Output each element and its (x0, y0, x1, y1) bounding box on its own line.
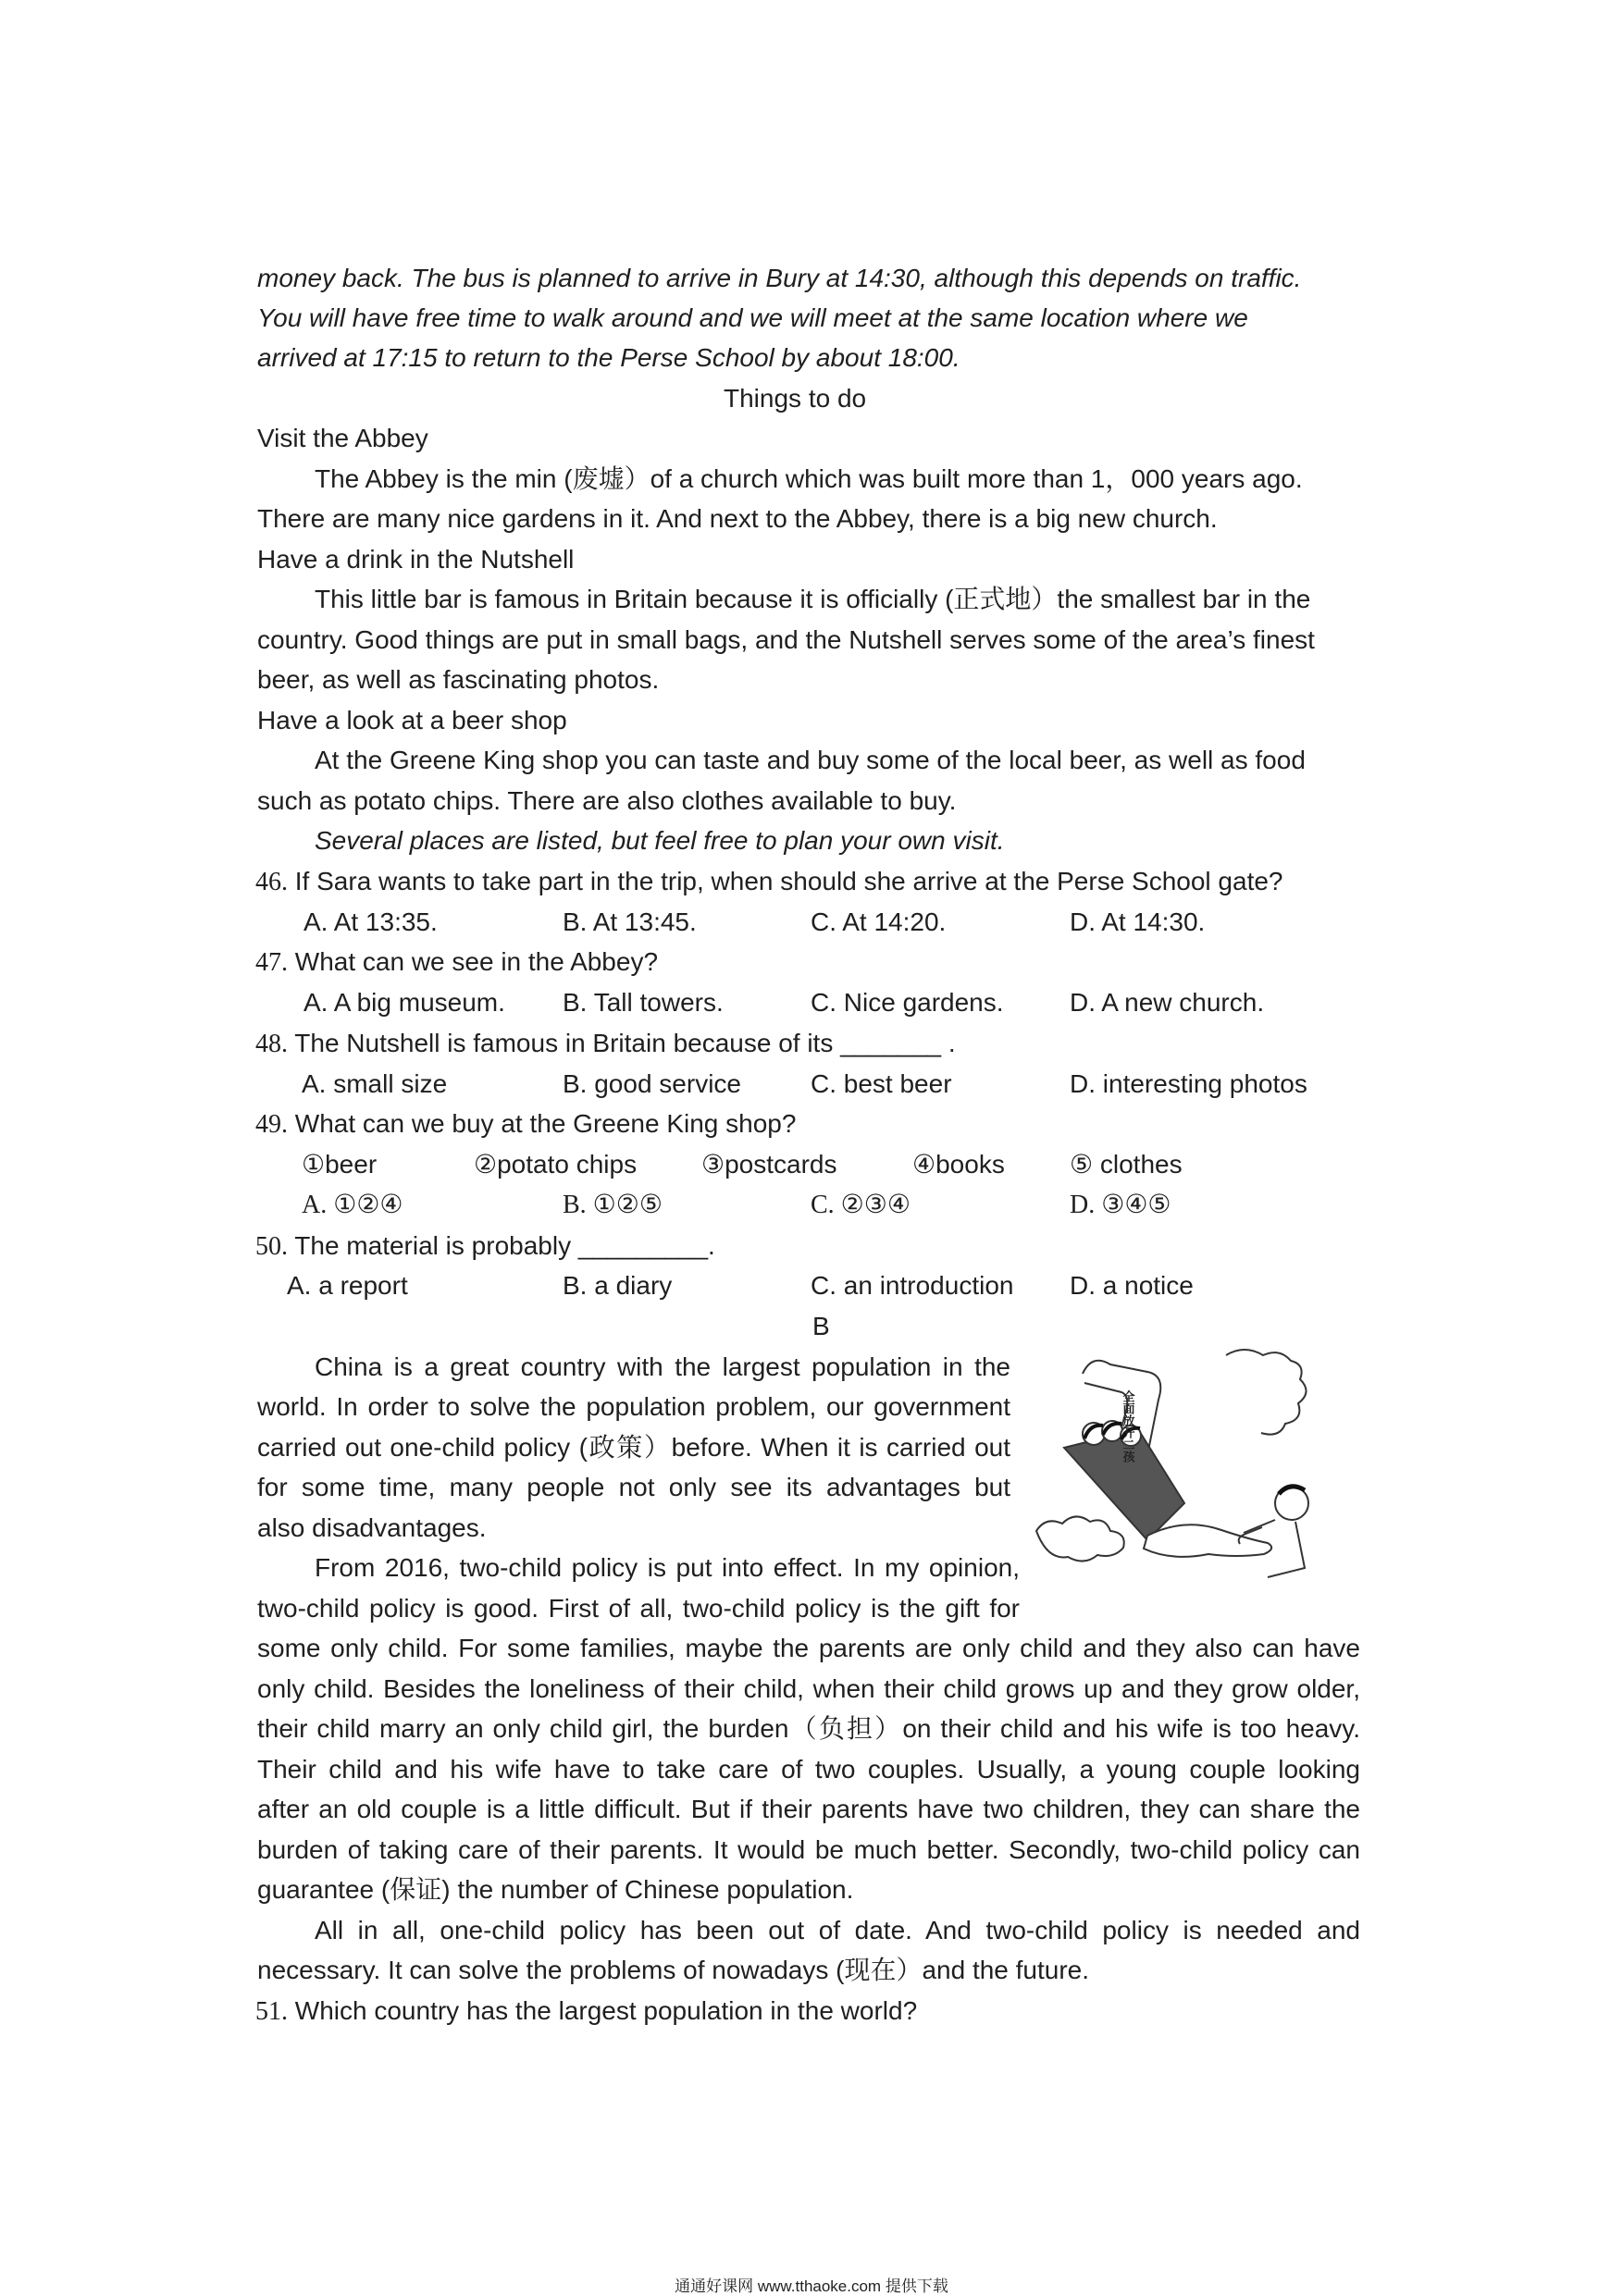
question-text: If Sara wants to take part in the trip, when should she arrive at the Perse School gate? (294, 867, 1283, 895)
intro-line: arrived at 17:15 to return to the Perse School by about 18:00. (257, 343, 960, 372)
p1-line: world. In order to solve the population problem, our government (257, 1392, 1010, 1421)
passage-b-label: B (812, 1312, 830, 1340)
option-d: D. a notice (1070, 1271, 1194, 1300)
p2-line: two-child policy is good. First of all, two-child policy is the gift for (257, 1594, 1020, 1623)
option-a: A. ①②④ (302, 1191, 403, 1219)
question-text: What can we buy at the Greene King shop? (294, 1109, 797, 1138)
section-title: Things to do (724, 384, 867, 413)
p2-line: after an old couple is a little difficult. But if their parents have two children, they can share the (257, 1795, 1360, 1823)
abbey-text-line: There are many nice gardens in it. And next to the Abbey, there is a big new church. (257, 504, 1218, 533)
p2-line: Their child and his wife have to take care of two couples. Usually, a young couple looking (257, 1755, 1360, 1784)
p2-line: some only child. For some families, maybe the parents are only child and they also can have (257, 1634, 1360, 1662)
beer-shop-heading: Have a look at a beer shop (257, 706, 567, 734)
option-b: B. Tall towers. (563, 988, 724, 1017)
intro-line: money back. The bus is planned to arrive in Bury at 14:30, although this depends on traffic. (257, 264, 1302, 292)
option-c: C. ②③④ (811, 1191, 911, 1219)
nutshell-heading: Have a drink in the Nutshell (257, 545, 575, 574)
cartoon-scroll-text: 全面放开二孩 (1120, 1390, 1134, 1463)
option-d: D. A new church. (1070, 988, 1265, 1017)
question-text: What can we see in the Abbey? (294, 947, 659, 976)
p1-line: carried out one-child policy (政策）before. When it is carried out (257, 1433, 1010, 1462)
question-text: Which country has the largest population in the world? (294, 1996, 918, 2025)
p1-line: also disadvantages. (257, 1513, 487, 1542)
footer-download-note: 通通好课网 www.tthaoke.com 提供下载 (675, 2277, 948, 2295)
abbey-text-line: The Abbey is the min (废墟）of a church which was built more than 1，000 years ago. (315, 464, 1303, 493)
nutshell-text-line: country. Good things are put in small bags, and the Nutshell serves some of the area’s finest (257, 625, 1315, 654)
question-49 (255, 1106, 796, 1142)
question-50 (255, 1228, 715, 1265)
p3-line: necessary. It can solve the problems of nowadays (现在）and the future. (257, 1956, 1090, 1984)
p1-line: for some time, many people not only see its advantages but (257, 1473, 1010, 1501)
p2-line: guarantee (保证) the number of Chinese population. (257, 1875, 854, 1904)
two-child-policy-cartoon (1027, 1346, 1351, 1591)
question-number: 49. (255, 1110, 288, 1139)
option-c: C. Nice gardens. (811, 988, 1004, 1017)
p2-line: From 2016, two-child policy is put into effect. In my opinion, (315, 1553, 1020, 1582)
question-text: The Nutshell is famous in Britain because of its _______ . (294, 1029, 956, 1057)
question-text: The material is probably _________. (294, 1231, 715, 1260)
option-d: D. interesting photos (1070, 1069, 1307, 1098)
nutshell-text-line: This little bar is famous in Britain because it is officially (正式地）the smallest bar in the (315, 585, 1311, 613)
question-47 (255, 944, 658, 981)
p1-line: China is a great country with the largest population in the (315, 1352, 1010, 1381)
beer-shop-text-line: such as potato chips. There are also clothes available to buy. (257, 786, 957, 815)
p3-line: All in all, one-child policy has been out of date. And two-child policy is needed and (315, 1916, 1360, 1944)
option-c: C. best beer (811, 1069, 952, 1098)
closing-note: Several places are listed, but feel free to plan your own visit. (315, 826, 1005, 855)
p2-line: burden of taking care of their parents. It would be much better. Secondly, two-child policy can (257, 1835, 1360, 1864)
question-51 (255, 1994, 917, 2030)
option-d: D. ③④⑤ (1070, 1191, 1171, 1219)
question-number: 51. (255, 1997, 288, 2026)
option-b: B. good service (563, 1069, 741, 1098)
question-number: 47. (255, 948, 288, 977)
option-c: C. an introduction (811, 1271, 1014, 1300)
option-b: B. ①②⑤ (563, 1191, 663, 1219)
option-b: B. a diary (563, 1271, 673, 1300)
option-b: B. At 13:45. (563, 907, 697, 936)
item-4: ④books (912, 1150, 1005, 1179)
question-number: 46. (255, 868, 288, 896)
nutshell-text-line: beer, as well as fascinating photos. (257, 665, 660, 694)
p2-line: only child. Besides the loneliness of their child, when their child grows up and they grow older, (257, 1674, 1360, 1703)
option-a: A. small size (302, 1069, 448, 1098)
option-a: A. A big museum. (304, 988, 505, 1017)
option-d: D. At 14:30. (1070, 907, 1206, 936)
item-5: ⑤ clothes (1070, 1150, 1183, 1179)
item-3: ③postcards (701, 1150, 837, 1179)
intro-line: You will have free time to walk around and we will meet at the same location where we (257, 303, 1248, 332)
item-2: ②potato chips (474, 1150, 638, 1179)
p2-line: their child marry an only child girl, the burden（负担）on their child and his wife is too heavy. (257, 1714, 1360, 1743)
option-c: C. At 14:20. (811, 907, 947, 936)
option-a: A. At 13:35. (304, 907, 438, 936)
option-a: A. a report (287, 1271, 408, 1300)
abbey-heading: Visit the Abbey (257, 424, 428, 452)
item-1: ①beer (302, 1150, 378, 1179)
question-number: 48. (255, 1030, 288, 1058)
question-number: 50. (255, 1232, 288, 1261)
question-48 (255, 1026, 956, 1062)
beer-shop-text-line: At the Greene King shop you can taste and buy some of the local beer, as well as food (315, 746, 1306, 774)
question-46 (255, 864, 1283, 900)
